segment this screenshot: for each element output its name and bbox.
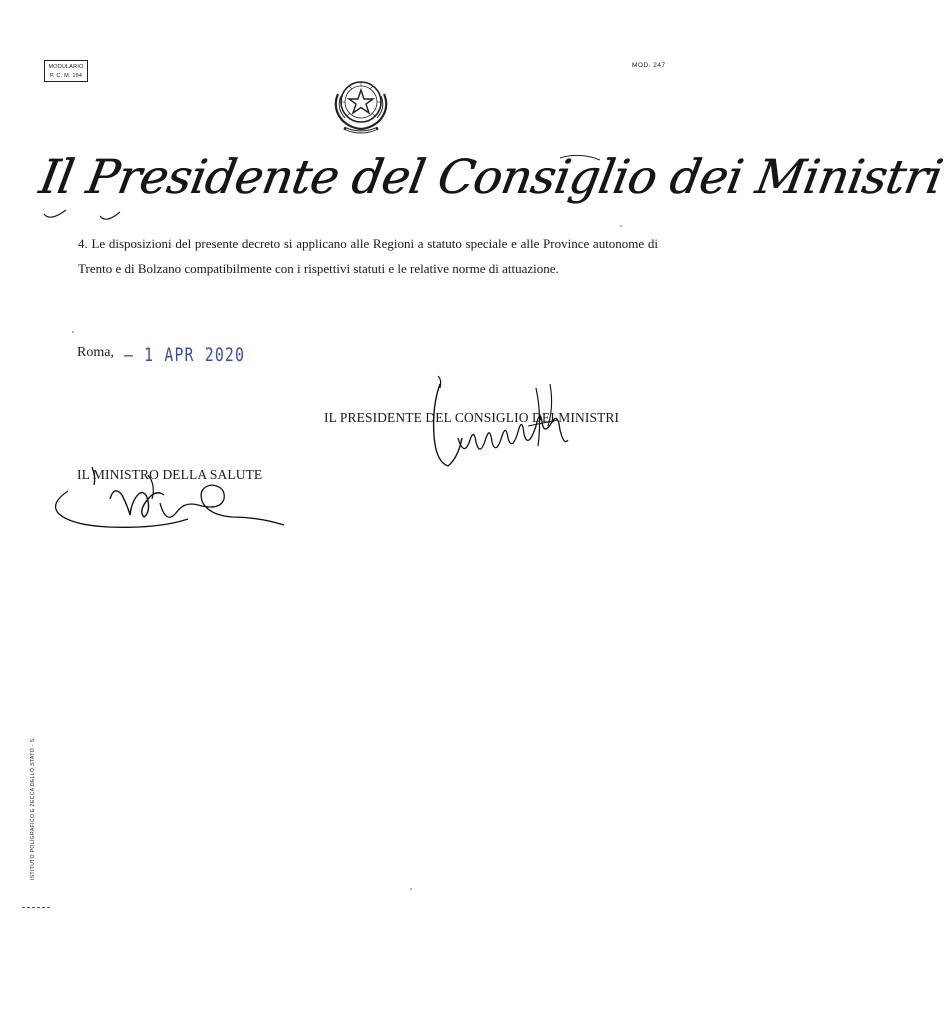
scan-speck bbox=[620, 225, 622, 227]
president-signature bbox=[418, 366, 588, 486]
letterhead-title: Il Presidente del Consiglio dei Ministri bbox=[35, 150, 947, 205]
italian-republic-emblem-icon bbox=[326, 72, 396, 140]
minister-signature bbox=[48, 455, 288, 535]
scan-speck bbox=[72, 331, 74, 333]
mod-code: MOD. 247 bbox=[632, 62, 666, 69]
scan-speck bbox=[410, 888, 412, 890]
minister-signatory-title: IL MINISTRO DELLA SALUTE bbox=[77, 467, 263, 482]
letterhead-flourish bbox=[40, 150, 690, 220]
date-stamp: – 1 APR 2020 bbox=[124, 344, 246, 366]
printer-imprint: ISTITUTO POLIGRAFICO E ZECCA DELLO STATO - S. bbox=[30, 736, 36, 880]
bottom-margin-mark bbox=[22, 907, 50, 909]
president-signatory-title: IL PRESIDENTE DEL CONSIGLIO DEI MINISTRI bbox=[324, 410, 620, 425]
form-label-line1: MODULARIO bbox=[48, 64, 84, 70]
decree-article-paragraph: 4. Le disposizioni del presente decreto si applicano alle Regioni a statuto speciale e alle Province autonome di Trento e di Bolzano compatibilmente con i rispettivi statuti e le relative norme di attuazione. bbox=[78, 236, 658, 276]
form-label-box bbox=[44, 60, 88, 82]
form-label-line2: P. C. M. 194 bbox=[49, 73, 83, 79]
dateline-place: Roma, bbox=[77, 345, 114, 360]
